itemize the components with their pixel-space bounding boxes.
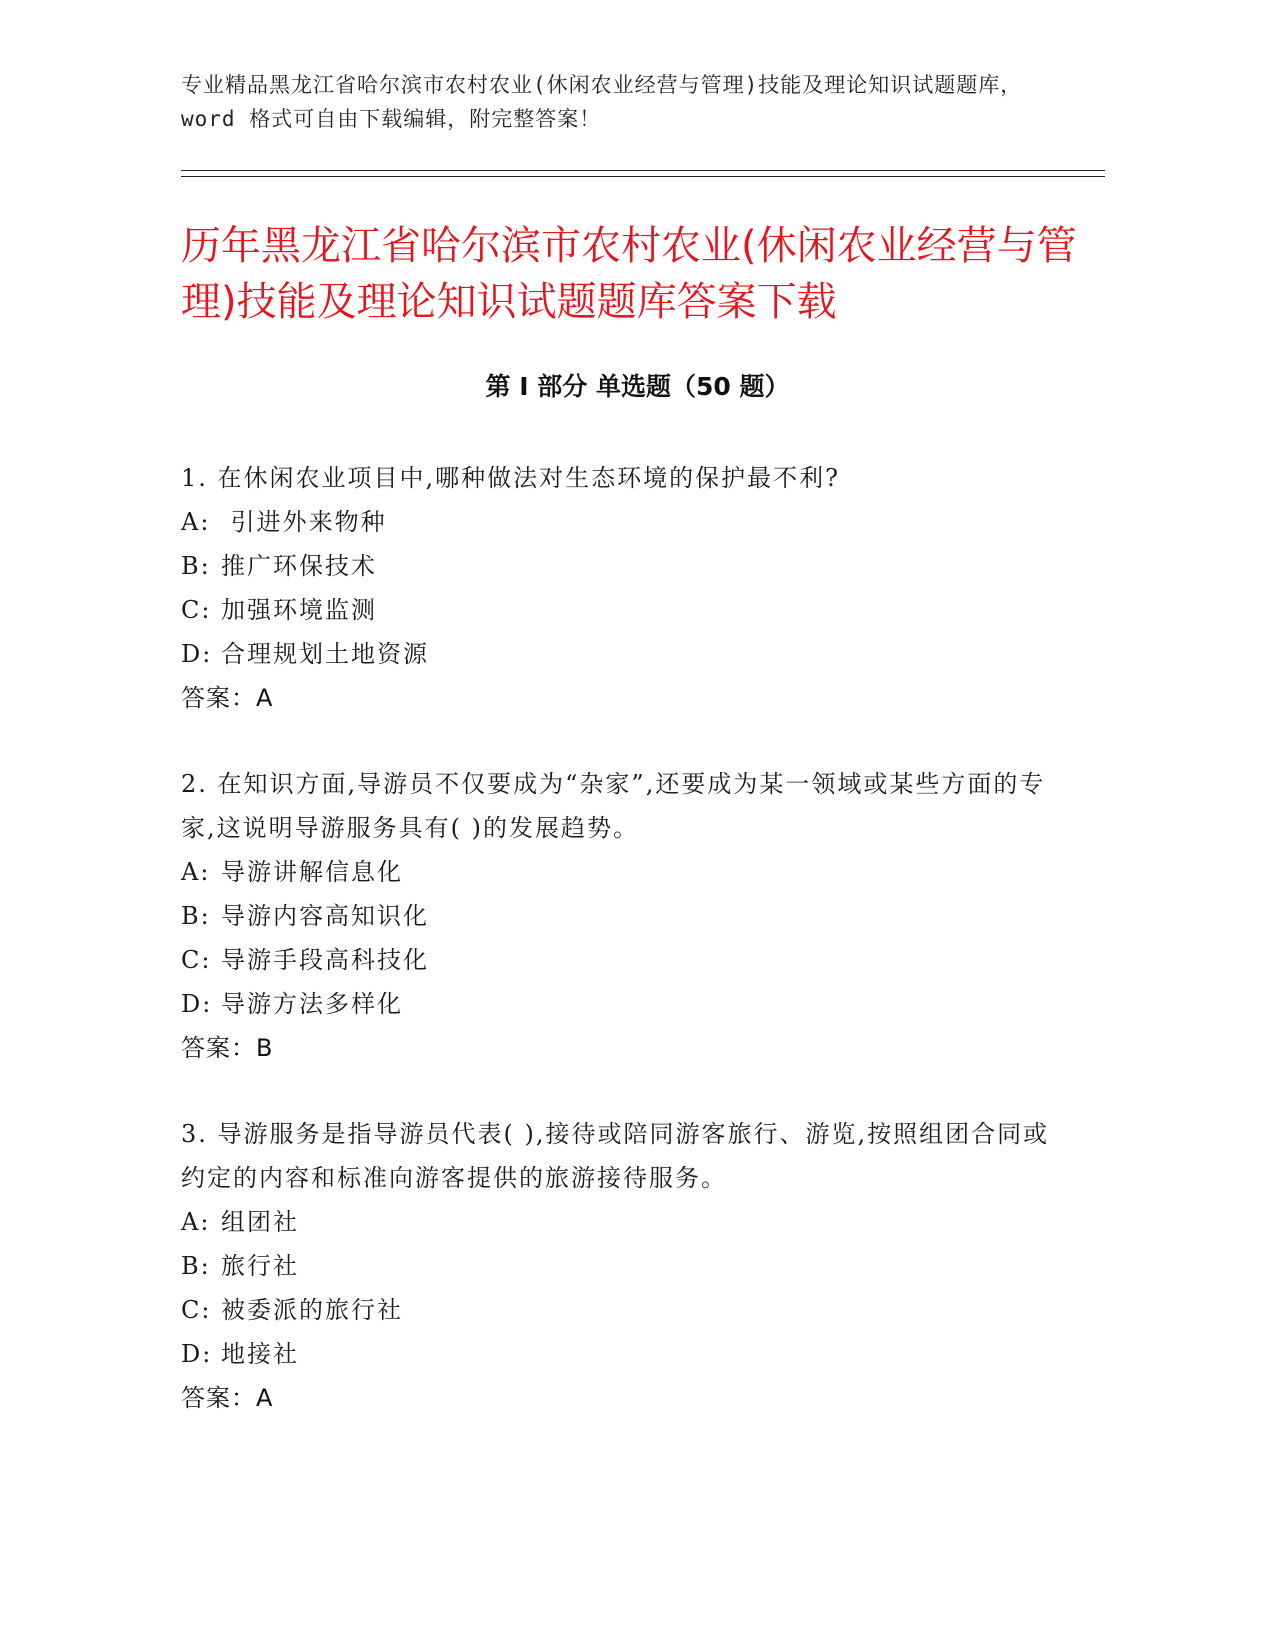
question-3 <box>181 1112 1061 1420</box>
question-stem: 3. 导游服务是指导游员代表( ),接待或陪同游客旅行、游览,按照组团合同或约定的内容和标准向游客提供的旅游接待服务。 <box>181 1120 1050 1192</box>
option-key: B: <box>181 1252 211 1280</box>
option-text: 合理规划土地资源 <box>221 640 429 668</box>
option-key: C: <box>181 946 212 974</box>
option-key: C: <box>181 1296 212 1324</box>
option-a <box>181 850 1061 894</box>
option-key: C: <box>181 596 212 624</box>
option-text: 组团社 <box>221 1208 299 1236</box>
option-text: 被委派的旅行社 <box>221 1296 403 1324</box>
option-c <box>181 938 1061 982</box>
option-key: D: <box>181 990 213 1018</box>
option-text: 地接社 <box>221 1340 299 1368</box>
option-text: 导游内容高知识化 <box>221 902 429 930</box>
document-title: 历年黑龙江省哈尔滨市农村农业(休闲农业经营与管理)技能及理论知识试题题库答案下载 <box>181 223 1077 325</box>
option-key: B: <box>181 552 211 580</box>
option-c <box>181 1288 1061 1332</box>
option-b <box>181 1244 1061 1288</box>
option-key: D: <box>181 1340 213 1368</box>
option-key: A: <box>181 858 211 886</box>
question-1 <box>181 456 1061 720</box>
option-text: 导游讲解信息化 <box>221 858 403 886</box>
header-divider-bottom <box>181 176 1105 177</box>
option-a <box>181 1200 1061 1244</box>
option-key: A: <box>181 508 211 536</box>
header-note: 专业精品黑龙江省哈尔滨市农村农业(休闲农业经营与管理)技能及理论知识试题题库，word 格式可自由下载编辑，附完整答案！ <box>181 73 1023 131</box>
question-stem: 1. 在休闲农业项目中,哪种做法对生态环境的保护最不利? <box>181 464 841 492</box>
answer-line: 答案：A <box>181 684 274 712</box>
option-text: 引进外来物种 <box>221 508 387 536</box>
question-2 <box>181 762 1061 1070</box>
option-key: A: <box>181 1208 211 1236</box>
option-text: 导游方法多样化 <box>221 990 403 1018</box>
option-key: B: <box>181 902 211 930</box>
question-stem: 2. 在知识方面,导游员不仅要成为“杂家”,还要成为某一领域或某些方面的专家,这说明导游服务具有( )的发展趋势。 <box>181 770 1046 842</box>
option-d <box>181 982 1061 1026</box>
option-d <box>181 1332 1061 1376</box>
option-b <box>181 894 1061 938</box>
answer-line: 答案：A <box>181 1384 274 1412</box>
option-key: D: <box>181 640 213 668</box>
option-text: 导游手段高科技化 <box>221 946 429 974</box>
option-b <box>181 544 1061 588</box>
option-c <box>181 588 1061 632</box>
question-list <box>181 456 1061 1462</box>
option-text: 旅行社 <box>221 1252 299 1280</box>
option-text: 加强环境监测 <box>221 596 377 624</box>
option-a <box>181 500 1061 544</box>
option-text: 推广环保技术 <box>221 552 377 580</box>
section-title: 第 I 部分 单选题（50 题） <box>485 372 790 401</box>
header-divider-top <box>181 170 1105 171</box>
answer-line: 答案：B <box>181 1034 274 1062</box>
option-d <box>181 632 1061 676</box>
